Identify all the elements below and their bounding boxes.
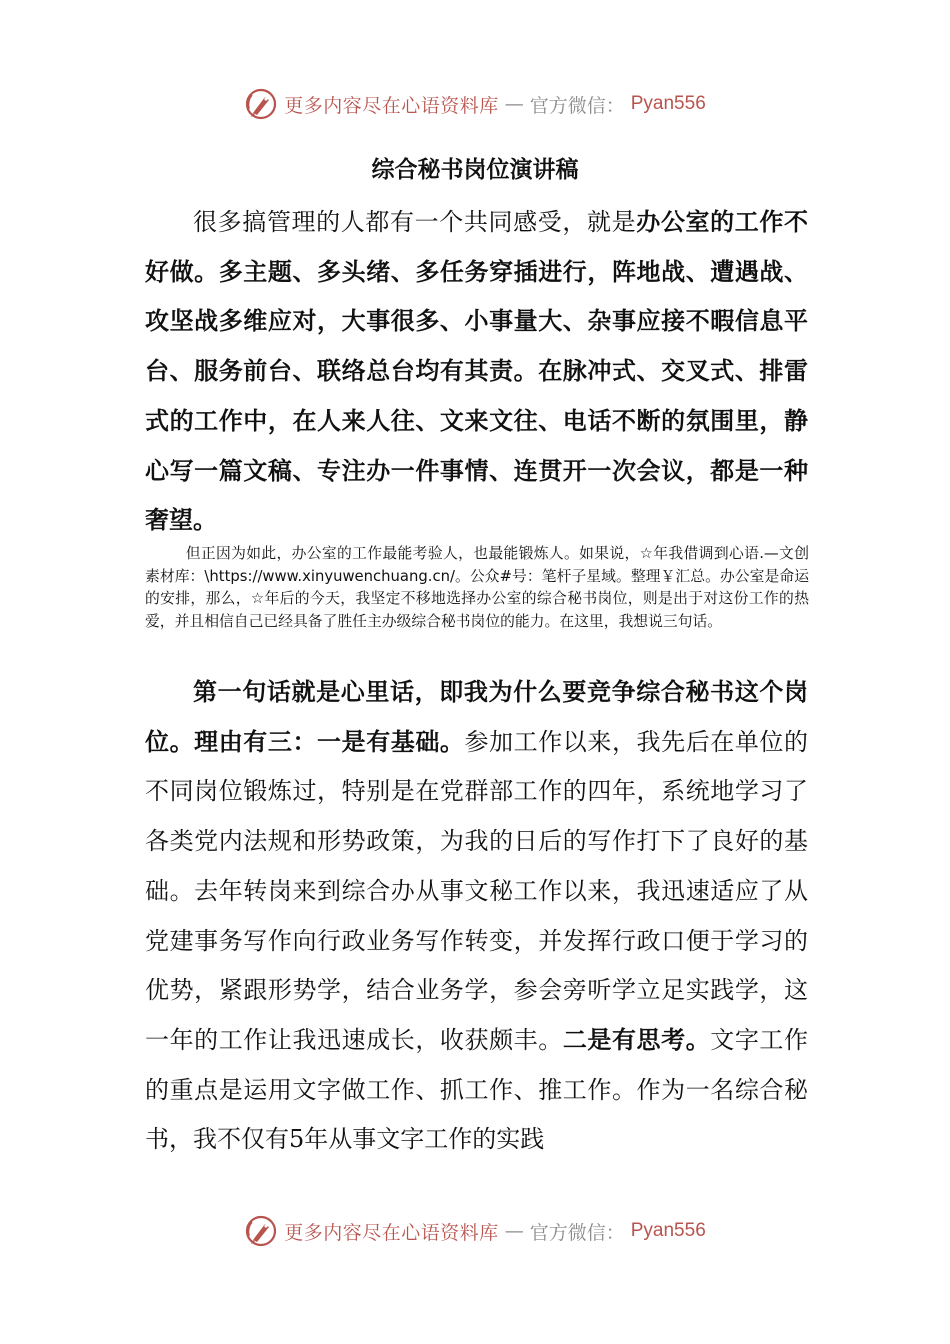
paragraph-intro-normal: 很多搞管理的人都有一个共同感受，就是 [193,208,637,236]
banner-wechat-label: 官方微信： [529,1221,625,1244]
pen-nib-logo-icon [244,87,278,121]
paragraph-first-point-normal1: 参加工作以来，我先后在单位的不同岗位锻炼过，特别是在党群部工作的四年，系统地学习了各类党内法规和形势政策，为我的日后的写作打下了良好的基础。去年转岗来到综合办从事文秘工作以来，我迅速适应了从党建事务写作向行政业务写作转变，并发挥行政口便于学习的优势，紧跟形势学，结合业务学，参会旁听学立足实践学，这一年的工作让我迅速成长，收获颇丰。 [145,727,808,1054]
paragraph-first-point-bold2: 二是有思考。 [562,1025,711,1054]
paragraph-first-point-normal2: 文字工作的重点是运用文字做工作、抓工作、推工作。作为一名综合秘书，我不仅有5年从事文字工作的实践 [145,1025,809,1154]
paragraph-small-print: 但正因为如此，办公室的工作最能考验人，也最能锻炼人。如果说，☆年我借调到心语.—文创素材库：\https://www.xinyuwenchuang.cn/。公众#号：笔杆子星域。整理￥汇总。办公室是命运的安排，那么，☆年后的今天，我坚定不移地选择办公室的综合秘书岗位，则是出于对这份工作的热爱，并且相信自己已经具备了胜任主办级综合秘书岗位的能力。在这里，我想说三句话。 [145,545,809,630]
header-banner [0,84,950,124]
paragraph-first-point-bold1: 第一句话就是心里话，即我为什么要竞争综合秘书这个岗位。理由有三：一是有基础。 [145,678,808,756]
footer-banner [0,1211,950,1251]
banner-text: 更多内容尽在心语资料库 [284,1221,499,1244]
banner-separator: — [504,93,524,115]
banner-wechat-label: 官方微信： [529,94,625,117]
paragraph-intro [145,198,808,546]
document-title: 综合秘书岗位演讲稿 [371,157,579,183]
banner-text: 更多内容尽在心语资料库 [284,94,499,117]
banner-wechat-id: Pyan556 [630,1220,706,1241]
paragraph-first-point [145,668,808,1165]
paragraph-intro-bold: 办公室的工作不好做。多主题、多头绪、多任务穿插进行，阵地战、遭遇战、攻坚战多维应对，大事很多、小事量大、杂事应接不暇信息平台、服务前台、联络总台均有其责。在脉冲式、交叉式、排雷式的工作中，在人来人往、文来文往、电话不断的氛围里，静心写一篇文稿、专注办一件事情、连贯开一次会议，都是一种奢望。 [145,208,808,535]
pen-nib-logo-icon [244,1214,278,1248]
banner-separator: — [504,1220,524,1242]
banner-wechat-id: Pyan556 [630,93,706,114]
